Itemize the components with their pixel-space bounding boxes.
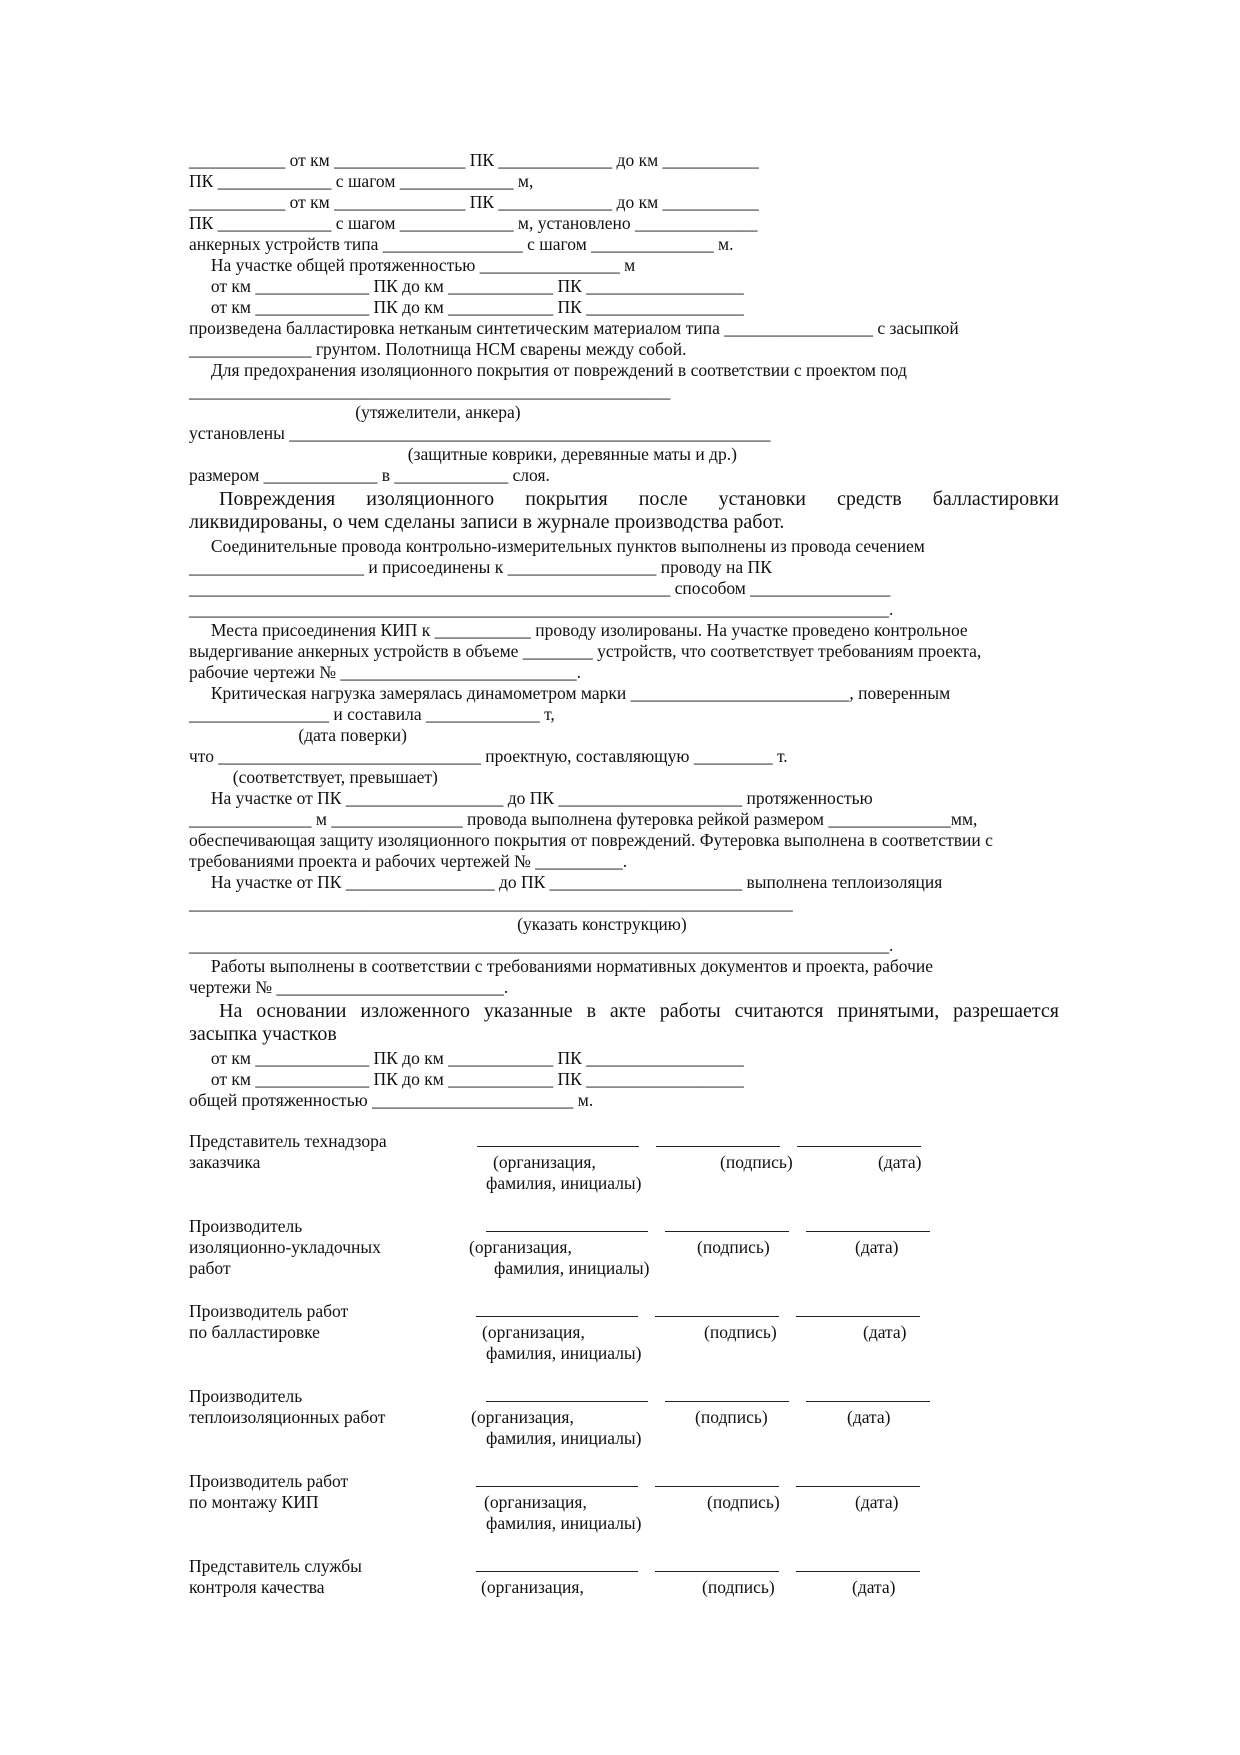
text-line: ПК _____________ с шагом _____________ м, [189, 171, 534, 191]
text-line: чертежи № __________________________. [189, 977, 509, 997]
paragraph-line: ликвидированы, о чем сделаны записи в журнале производства работ. [189, 511, 785, 533]
signatory-title: изоляционно-укладочных [189, 1237, 381, 1257]
paragraph-line: Повреждения изоляционного покрытия после установки средств балластировки [219, 488, 1059, 510]
text-line: Работы выполнены в соответствии с требованиями нормативных документов и проекта, рабочие [189, 956, 934, 976]
caption-organization: (организация, [484, 1492, 587, 1512]
caption-organization: (организация, [481, 1577, 584, 1597]
caption-line: (указать конструкцию) [189, 914, 687, 934]
date-line [806, 1231, 930, 1232]
signatory-title: теплоизоляционных работ [189, 1407, 386, 1427]
text-line: ___________ от км _______________ ПК _____________ до км ___________ [189, 192, 759, 212]
sign-line [665, 1231, 789, 1232]
caption-date: (дата) [855, 1237, 899, 1257]
text-line: ______________ грунтом. Полотнища НСМ сварены между собой. [189, 339, 687, 359]
org-signature-line [486, 1401, 648, 1402]
caption-signature: (подпись) [697, 1237, 770, 1257]
text-line: выдергивание анкерных устройств в объеме ________ устройств, что соответствует требованиям проекта, [189, 641, 982, 661]
date-line [797, 1146, 921, 1147]
text-line: ___________ от км _______________ ПК _____________ до км ___________ [189, 150, 759, 170]
caption-name: фамилия, инициалы) [486, 1428, 642, 1448]
caption-signature: (подпись) [702, 1577, 775, 1597]
signatory-title: по балластировке [189, 1322, 320, 1342]
text-line: от км _____________ ПК до км ____________ ПК __________________ [189, 297, 744, 317]
date-line [806, 1401, 930, 1402]
org-signature-line [476, 1486, 638, 1487]
text-line: что ______________________________ проектную, составляющую _________ т. [189, 746, 788, 766]
text-line: рабочие чертежи № ___________________________. [189, 662, 582, 682]
sign-line [656, 1146, 780, 1147]
text-line: Для предохранения изоляционного покрытия от повреждений в соответствии с проектом под [189, 360, 907, 380]
text-line: Критическая нагрузка замерялась динамометром марки _________________________, поверенным [189, 683, 951, 703]
caption-signature: (подпись) [720, 1152, 793, 1172]
text-line: от км _____________ ПК до км ____________ ПК __________________ [189, 1069, 744, 1089]
text-line: анкерных устройств типа ________________ с шагом ______________ м. [189, 234, 734, 254]
text-line: от км _____________ ПК до км ____________ ПК __________________ [189, 1048, 744, 1068]
signatory-title: Производитель работ [189, 1471, 349, 1491]
text-line: ______________ м _______________ провода выполнена футеровка рейкой размером ______________мм, [189, 809, 978, 829]
sign-line [665, 1401, 789, 1402]
sign-line [655, 1571, 779, 1572]
text-line: произведена балластировка нетканым синтетическим материалом типа _________________ с засыпкой [189, 318, 959, 338]
caption-date: (дата) [852, 1577, 896, 1597]
paragraph-line: засыпка участков [189, 1023, 337, 1045]
caption-signature: (подпись) [707, 1492, 780, 1512]
date-line [796, 1571, 920, 1572]
text-line: ________________ и составила _____________ т, [189, 704, 555, 724]
signatory-title: Производитель [189, 1386, 303, 1406]
org-signature-line [476, 1571, 638, 1572]
paragraph-line: На основании изложенного указанные в акте работы считаются принятыми, разрешается [219, 1000, 1059, 1022]
caption-line: (защитные коврики, деревянные маты и др.) [189, 444, 737, 464]
caption-organization: (организация, [493, 1152, 596, 1172]
signatory-title: контроля качества [189, 1577, 325, 1597]
text-line: ________________________________________________________________________________. [189, 599, 894, 619]
text-line: _______________________________________________________ способом ________________ [189, 578, 891, 598]
text-line: ПК _____________ с шагом _____________ м, установлено ______________ [189, 213, 758, 233]
text-line: На участке от ПК _________________ до ПК ______________________ выполнена теплоизоляция [189, 872, 943, 892]
text-line: ____________________ и присоединены к _________________ проводу на ПК [189, 557, 772, 577]
caption-date: (дата) [878, 1152, 922, 1172]
caption-name: фамилия, инициалы) [486, 1513, 642, 1533]
signatory-title: заказчика [189, 1152, 261, 1172]
caption-date: (дата) [847, 1407, 891, 1427]
caption-organization: (организация, [471, 1407, 574, 1427]
caption-line: (утяжелители, анкера) [189, 402, 521, 422]
text-line: размером _____________ в _____________ слоя. [189, 465, 550, 485]
caption-line: (дата поверки) [189, 725, 407, 745]
text-line: На участке от ПК __________________ до ПК _____________________ протяженностью [189, 788, 873, 808]
signatory-title: Представитель службы [189, 1556, 362, 1576]
caption-organization: (организация, [469, 1237, 572, 1257]
signatory-title: работ [189, 1258, 231, 1278]
date-line [796, 1486, 920, 1487]
signatory-title: по монтажу КИП [189, 1492, 319, 1512]
caption-name: фамилия, инициалы) [486, 1343, 642, 1363]
caption-organization: (организация, [482, 1322, 585, 1342]
caption-date: (дата) [855, 1492, 899, 1512]
text-line: _____________________________________________________________________ [189, 893, 793, 913]
text-line: общей протяженностью _______________________ м. [189, 1090, 594, 1110]
org-signature-line [476, 1316, 638, 1317]
text-line: обеспечивающая защиту изоляционного покрытия от повреждений. Футеровка выполнена в соответствии с [189, 830, 993, 850]
sign-line [655, 1316, 779, 1317]
caption-signature: (подпись) [704, 1322, 777, 1342]
signatory-title: Производитель [189, 1216, 303, 1236]
caption-name: фамилия, инициалы) [486, 1173, 642, 1193]
date-line [796, 1316, 920, 1317]
text-line: от км _____________ ПК до км ____________ ПК __________________ [189, 276, 744, 296]
text-line: Соединительные провода контрольно-измерительных пунктов выполнены из провода сечением [189, 536, 925, 556]
text-line: требованиями проекта и рабочих чертежей № __________. [189, 851, 628, 871]
caption-date: (дата) [863, 1322, 907, 1342]
org-signature-line [486, 1231, 648, 1232]
text-line: _______________________________________________________ [189, 381, 671, 401]
org-signature-line [477, 1146, 639, 1147]
signatory-title: Представитель технадзора [189, 1131, 387, 1151]
caption-line: (соответствует, превышает) [189, 767, 438, 787]
signatory-title: Производитель работ [189, 1301, 349, 1321]
caption-signature: (подпись) [695, 1407, 768, 1427]
sign-line [655, 1486, 779, 1487]
text-line: На участке общей протяженностью ________________ м [189, 255, 636, 275]
caption-name: фамилия, инициалы) [494, 1258, 650, 1278]
text-line: ________________________________________________________________________________. [189, 935, 894, 955]
text-line: установлены _______________________________________________________ [189, 423, 771, 443]
text-line: Места присоединения КИП к ___________ проводу изолированы. На участке проведено контрольное [189, 620, 968, 640]
